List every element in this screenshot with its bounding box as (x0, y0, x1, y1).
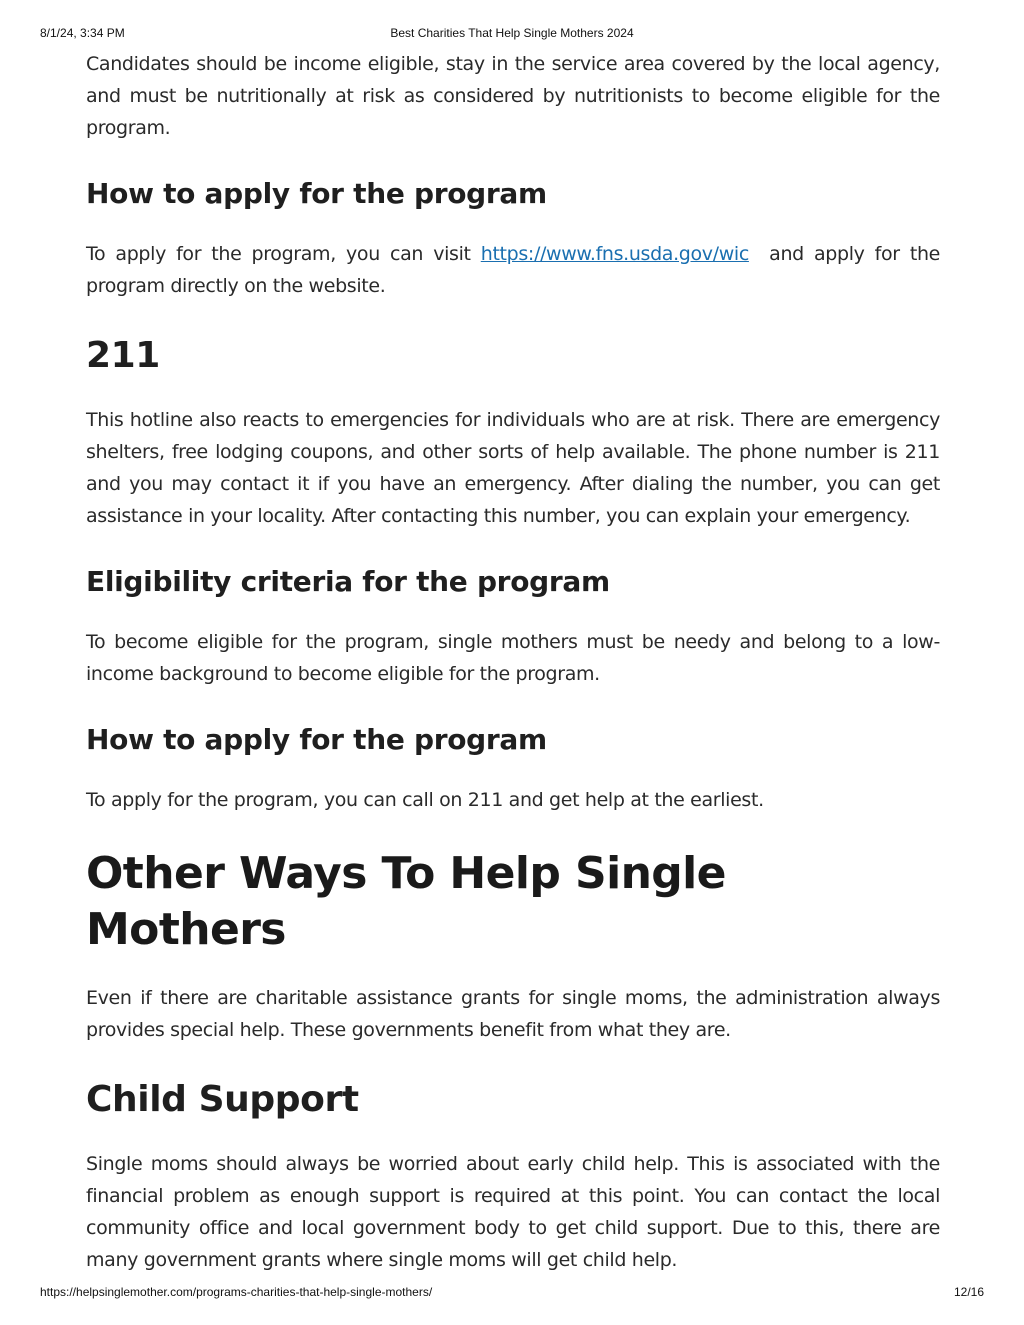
child-support-paragraph: Single moms should always be worried about early child help. This is associated with the financial problem as enough support is required at this point. You can contact the local community office and local government body to get child support. Due to this, there are many government grants where single moms will get child help. (86, 1153, 940, 1271)
print-page-number: 12/16 (953, 1285, 984, 1299)
intro-paragraph: Candidates should be income eligible, stay in the service area covered by the local agency, and must be nutritionally at risk as considered by nutritionists to become eligible for the program. (86, 53, 940, 139)
print-page-url: https://helpsinglemother.com/programs-charities-that-help-single-mothers/ (40, 1285, 433, 1299)
other-ways-heading: Other Ways To Help Single Mothers (86, 848, 726, 955)
wic-apply-text-after: and apply for the program directly on the website. (86, 243, 946, 297)
print-page-title: Best Charities That Help Single Mothers 2024 (390, 26, 634, 40)
hotline-paragraph: This hotline also reacts to emergencies for individuals who are at risk. There are emergency shelters, free lodging coupons, and other sorts of help available. The phone number is 211 and you may contact it if you have an emergency. After dialing the number, you can get assistance in your locality. After contacting this number, you can explain your emergency. (86, 409, 940, 527)
article-content (86, 48, 946, 1276)
child-support-heading: Child Support (86, 1079, 359, 1120)
hotline-heading: 211 (86, 335, 160, 376)
wic-apply-text-before: To apply for the program, you can visit (86, 243, 481, 265)
hotline-apply-paragraph: To apply for the program, you can call on 211 and get help at the earliest. (86, 789, 764, 811)
wic-apply-paragraph (86, 238, 946, 302)
other-ways-paragraph: Even if there are charitable assistance grants for single moms, the administration always provides special help. These governments benefit from what they are. (86, 987, 940, 1041)
hotline-apply-heading: How to apply for the program (86, 723, 547, 756)
eligibility-heading: Eligibility criteria for the program (86, 565, 610, 598)
print-footer (0, 1285, 1024, 1301)
print-datetime: 8/1/24, 3:34 PM (40, 26, 125, 40)
wic-apply-heading: How to apply for the program (86, 177, 547, 210)
eligibility-paragraph: To become eligible for the program, single mothers must be needy and belong to a low-income background to become eligible for the program. (86, 631, 940, 685)
wic-website-link[interactable]: https://www.fns.usda.gov/wic (480, 243, 749, 265)
print-header (0, 26, 1024, 42)
